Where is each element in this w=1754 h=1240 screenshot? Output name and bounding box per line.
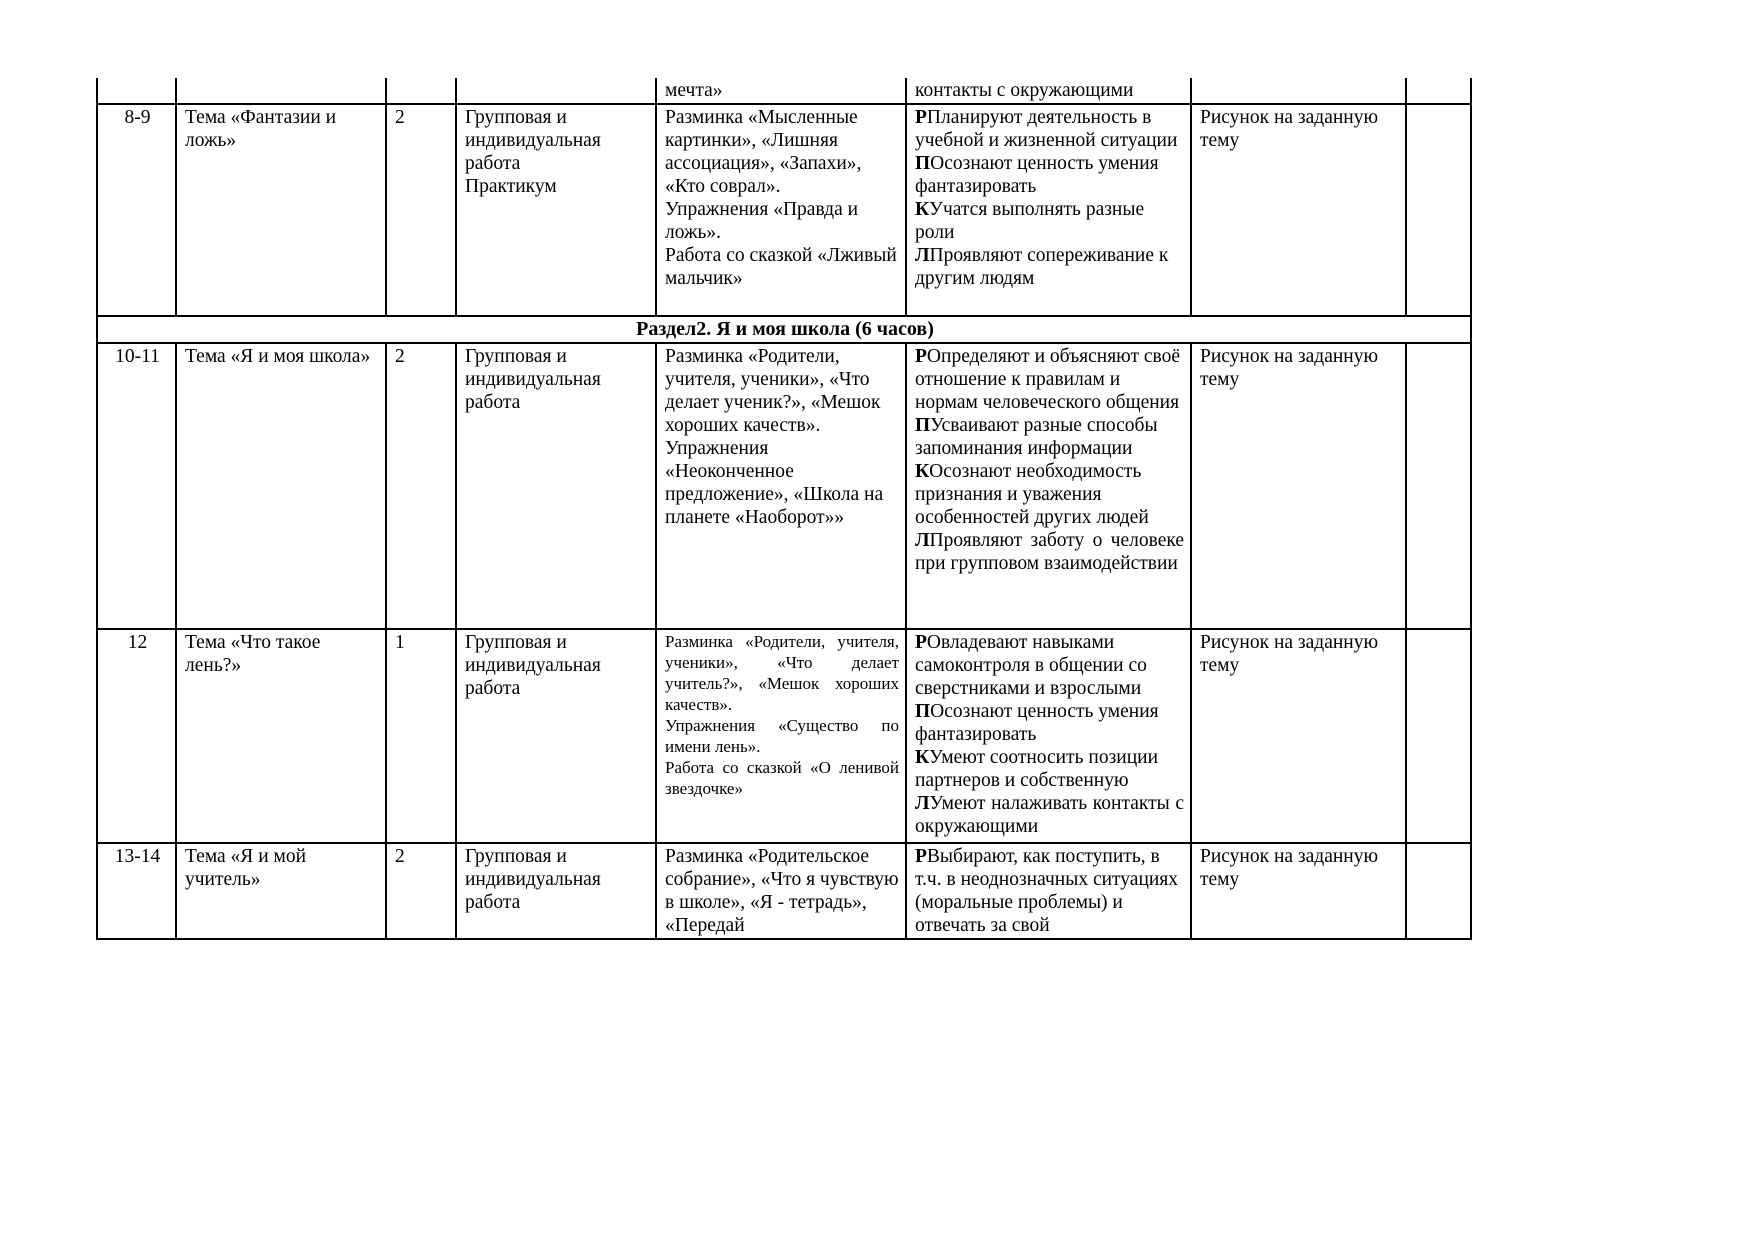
topic-cell: Тема «Что такое лень?» xyxy=(176,629,386,843)
empty-cell xyxy=(1406,104,1471,316)
table-row-13-14 xyxy=(97,843,1471,939)
lesson-number-cell: 13-14 xyxy=(97,843,176,939)
empty-cell xyxy=(1191,78,1406,104)
uud-item xyxy=(915,152,1184,198)
uud-type-letter: П xyxy=(915,701,931,722)
uud-text: Определяют и объясняют своё отношение к правилам и нормам человеческого общения xyxy=(915,346,1181,413)
activity-paragraph: Работа со сказкой «Лживый мальчик» xyxy=(665,245,897,289)
empty-cell xyxy=(1406,629,1471,843)
work-form-line: Групповая и индивидуальная работа xyxy=(465,632,601,699)
uud-item xyxy=(915,845,1184,937)
result-cell: Рисунок на заданную тему xyxy=(1191,104,1406,316)
activities-cell xyxy=(656,629,906,843)
result-cell: Рисунок на заданную тему xyxy=(1191,629,1406,843)
uud-text: Проявляют сопереживание к другим людям xyxy=(915,245,1169,289)
work-form-line: Групповая и индивидуальная работа xyxy=(465,846,601,913)
uud-item xyxy=(915,460,1184,529)
uud-text: Выбирают, как поступить, в т.ч. в неоднозначных ситуациях (моральные проблемы) и отвечать за свой xyxy=(915,846,1179,936)
uud-text: Осознают ценность умения фантазировать xyxy=(915,701,1159,745)
activity-paragraph: Упражнения «Существо по имени лень». xyxy=(665,716,899,756)
table-row-8-9 xyxy=(97,104,1471,316)
activities-cell xyxy=(656,343,906,629)
lesson-number-cell: 8-9 xyxy=(97,104,176,316)
empty-cell xyxy=(97,78,176,104)
curriculum-table xyxy=(96,78,1472,940)
uud-text: Планируют деятельность в учебной и жизненной ситуации xyxy=(915,107,1178,151)
hours-cell: 2 xyxy=(386,104,456,316)
uud-item xyxy=(915,631,1184,700)
empty-cell xyxy=(176,78,386,104)
hours-cell: 2 xyxy=(386,343,456,629)
uud-text: Усваивают разные способы запоминания информации xyxy=(915,415,1158,459)
activity-paragraph: Разминка «Родители, учителя, ученики», «Что делает учитель?», «Мешок хороших качеств». xyxy=(665,632,899,714)
uud-type-letter: Л xyxy=(915,793,930,814)
uud-item xyxy=(915,529,1184,575)
section-header: Раздел2. Я и моя школа (6 часов) xyxy=(97,316,1471,343)
empty-cell xyxy=(1406,843,1471,939)
uud-item xyxy=(915,106,1184,152)
uud-cell xyxy=(906,843,1191,939)
uud-type-letter: К xyxy=(915,461,930,482)
work-form-line: Групповая и индивидуальная работа xyxy=(465,107,601,174)
uud-item xyxy=(915,746,1184,792)
lesson-number-cell: 10-11 xyxy=(97,343,176,629)
activity-paragraph: Упражнения «Неоконченное предложение», «Школа на планете «Наоборот»» xyxy=(665,438,884,528)
activities-cell xyxy=(656,104,906,316)
topic-cell: Тема «Я и моя школа» xyxy=(176,343,386,629)
uud-cell-fragment: контакты с окружающими xyxy=(906,78,1191,104)
uud-type-letter: Р xyxy=(915,632,927,653)
activity-paragraph: Разминка «Родительское собрание», «Что я чувствую в школе», «Я - тетрадь», «Передай xyxy=(665,846,899,936)
work-form-cell xyxy=(456,343,656,629)
hours-cell: 1 xyxy=(386,629,456,843)
empty-cell xyxy=(386,78,456,104)
lesson-number-cell: 12 xyxy=(97,629,176,843)
uud-item xyxy=(915,345,1184,414)
activity-paragraph: Упражнения «Правда и ложь». xyxy=(665,199,859,243)
hours-cell: 2 xyxy=(386,843,456,939)
empty-cell xyxy=(1406,78,1471,104)
uud-text: Осознают ценность умения фантазировать xyxy=(915,153,1159,197)
work-form-cell xyxy=(456,843,656,939)
activity-paragraph: Работа со сказкой «О ленивой звездочке» xyxy=(665,758,899,798)
uud-item xyxy=(915,198,1184,244)
uud-item xyxy=(915,700,1184,746)
activities-cell-fragment: мечта» xyxy=(656,78,906,104)
uud-type-letter: Р xyxy=(915,846,927,867)
uud-type-letter: Р xyxy=(915,346,927,367)
activity-paragraph: Разминка «Мысленные картинки», «Лишняя ассоциация», «Запахи», «Кто соврал». xyxy=(665,107,862,197)
work-form-line: Практикум xyxy=(465,176,557,197)
uud-text: Учатся выполнять разные роли xyxy=(915,199,1145,243)
uud-text: Проявляют заботу о человеке при групповом взаимодействии xyxy=(915,530,1184,574)
uud-item xyxy=(915,414,1184,460)
uud-type-letter: П xyxy=(915,415,931,436)
uud-text: Осознают необходимость признания и уважения особенностей других людей xyxy=(915,461,1149,528)
topic-cell: Тема «Я и мой учитель» xyxy=(176,843,386,939)
table-row-12 xyxy=(97,629,1471,843)
uud-type-letter: К xyxy=(915,199,930,220)
empty-cell xyxy=(1406,343,1471,629)
uud-text: Умеют налаживать контакты с окружающими xyxy=(915,793,1184,837)
work-form-line: Групповая и индивидуальная работа xyxy=(465,346,601,413)
uud-type-letter: Р xyxy=(915,107,927,128)
uud-type-letter: Л xyxy=(915,245,930,266)
uud-item xyxy=(915,792,1184,838)
table-row-10-11 xyxy=(97,343,1471,629)
section-header-row xyxy=(97,316,1471,343)
uud-item xyxy=(915,244,1184,290)
uud-cell xyxy=(906,343,1191,629)
empty-cell xyxy=(456,78,656,104)
uud-type-letter: П xyxy=(915,153,931,174)
uud-cell xyxy=(906,104,1191,316)
uud-text: Умеют соотносить позиции партнеров и собственную xyxy=(915,747,1159,791)
result-cell: Рисунок на заданную тему xyxy=(1191,843,1406,939)
uud-type-letter: Л xyxy=(915,530,930,551)
work-form-cell xyxy=(456,629,656,843)
uud-text: Овладевают навыками самоконтроля в общении со сверстниками и взрослыми xyxy=(915,632,1147,699)
activity-paragraph: Разминка «Родители, учителя, ученики», «Что делает ученик?», «Мешок хороших качеств». xyxy=(665,346,881,436)
topic-cell: Тема «Фантазии и ложь» xyxy=(176,104,386,316)
activities-cell xyxy=(656,843,906,939)
work-form-cell xyxy=(456,104,656,316)
uud-type-letter: К xyxy=(915,747,930,768)
uud-cell xyxy=(906,629,1191,843)
result-cell: Рисунок на заданную тему xyxy=(1191,343,1406,629)
table-row-continued xyxy=(97,78,1471,104)
